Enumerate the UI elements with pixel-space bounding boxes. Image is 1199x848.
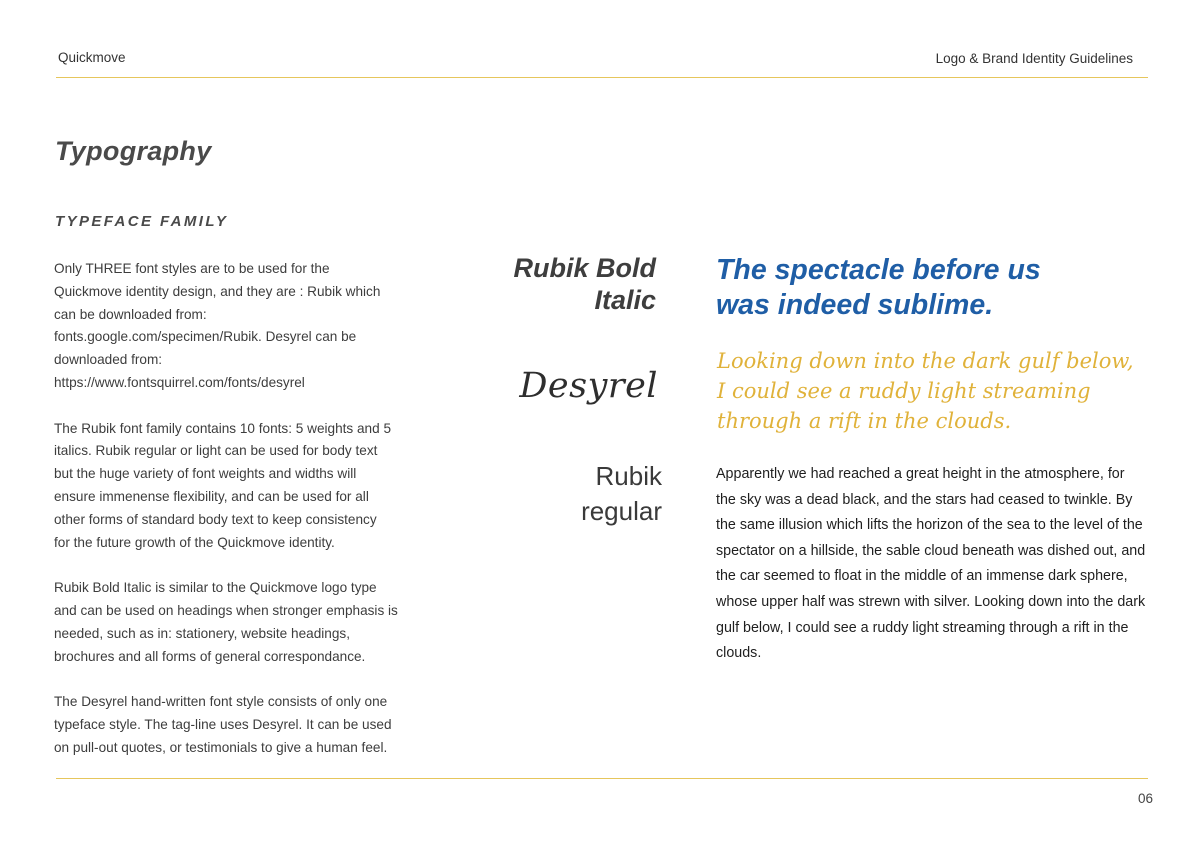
brand-name: Quickmove: [58, 50, 126, 65]
sample-name-desyrel: Desyrel: [519, 366, 658, 406]
paragraph-bold-italic: Rubik Bold Italic is similar to the Quickmove logo type and can be used on headings when stronger emphasis is needed, such as in: stationery, website headings, brochures and all forms of general correspondance.: [54, 580, 398, 664]
sample-body-text: Apparently we had reached a great height in the atmosphere, for the sky was a dead black, and the stars had ceased to twinkle. By the same illusion which lifts the horizon of the sea to the level of the spectator on a hillside, the sable cloud beneath was dished out, and the car seemed to float in the middle of an immense dark sphere, whose upper half was strewn with silver. Looking down into the dark gulf below, I could see a ruddy light streaming through a rift in the clouds.: [716, 466, 1146, 662]
page-number: 06: [1137, 791, 1153, 806]
header-divider: [56, 77, 1148, 78]
sample-script-quote: Looking down into the dark gulf below, I could see a ruddy light streaming through a rift in the clouds.: [717, 349, 1134, 433]
document-title: Logo & Brand Identity Guidelines: [935, 51, 1133, 66]
paragraph-rubik-family: The Rubik font family contains 10 fonts: 5 weights and 5 italics. Rubik regular or light can be used for body text but the huge variety of font weights and widths will ensure immenense flexibility, and can be used for all other forms of standard body text to keep consistency for the future growth of the Quickmove identity.: [54, 420, 392, 550]
description-column: [54, 258, 414, 782]
section-subtitle: TYPEFACE FAMILY: [55, 213, 229, 230]
page-title: Typography: [55, 136, 212, 166]
sample-name-rubik-regular: Rubik regular: [581, 461, 662, 526]
paragraph-desyrel: The Desyrel hand-written font style consists of only one typeface style. The tag-line uses Desyrel. It can be used on pull-out quotes, or testimonials to give a human feel.: [54, 694, 392, 755]
sample-headline: The spectacle before us was indeed sublime.: [716, 254, 1041, 321]
paragraph-font-styles: Only THREE font styles are to be used for the Quickmove identity design, and they are : Rubik which can be downloaded from: fonts.google.com/specimen/Rubik. Desyrel can be downloaded from: https://www.fontsquirrel.com/fonts/desyrel: [54, 261, 381, 390]
sample-name-rubik-bold-italic: Rubik Bold Italic: [513, 253, 656, 315]
footer-divider: [56, 778, 1148, 779]
